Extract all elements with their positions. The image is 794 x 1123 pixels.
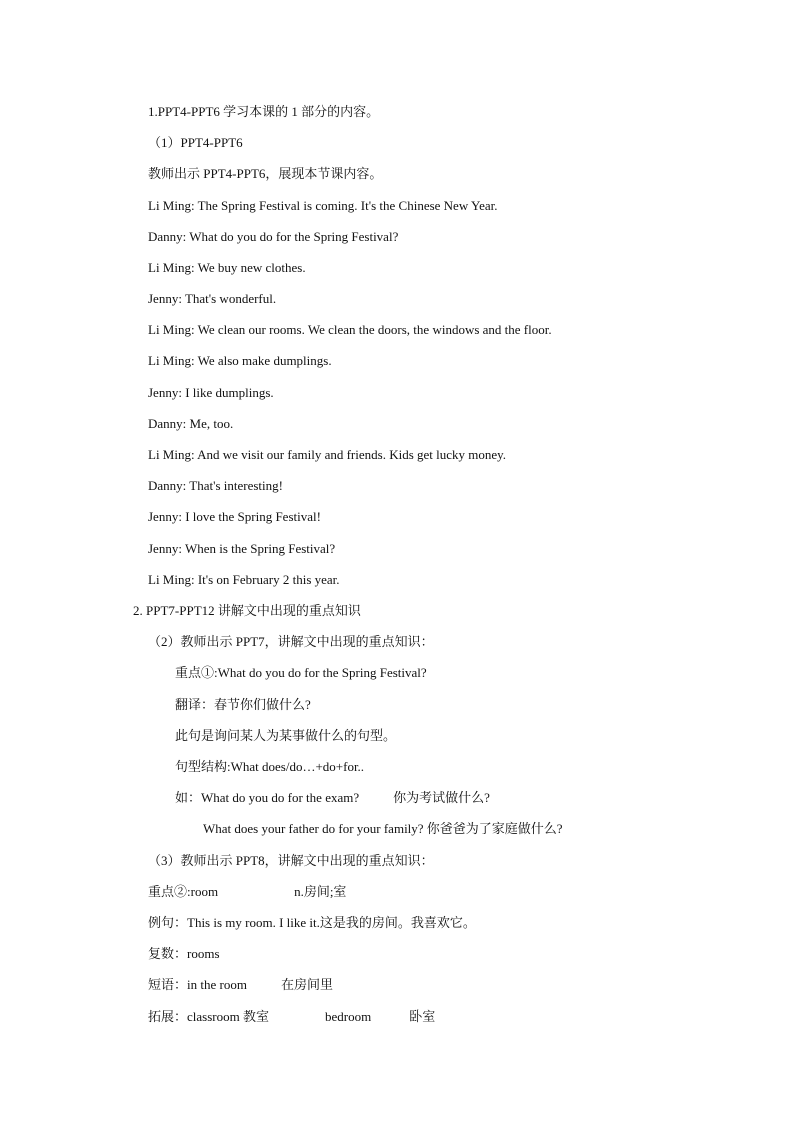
dialogue-line: Danny: Me, too. [148,416,234,431]
intro-text: 教师出示 PPT4-PPT6，展现本节课内容。 [148,166,383,181]
key-point-2-label: 重点②:room [148,884,219,899]
dialogue-line: Danny: That's interesting! [148,478,283,493]
example-1 [175,790,490,806]
dialogue-line: Li Ming: We also make dumplings. [148,353,332,368]
phrase-chinese: 在房间里 [280,977,333,992]
sentence-structure: 句型结构:What does/do…+do+for.. [175,759,365,774]
explanation: 此句是询问某人为某事做什么的句型。 [175,728,397,743]
phrase [148,977,333,993]
extension-bedroom-chinese: 卧室 [409,1009,436,1024]
dialogue-line: Li Ming: It's on February 2 this year. [148,572,340,587]
key-point-2 [148,884,346,900]
key-point-1: 重点①:What do you do for the Spring Festival? [175,665,427,680]
dialogue-line: Li Ming: We clean our rooms. We clean the doors, the windows and the floor. [148,322,552,337]
example-2: What does your father do for your family? 你爸爸为了家庭做什么? [203,821,563,836]
dialogue-line: Li Ming: And we visit our family and friends. Kids get lucky money. [148,447,507,462]
subsection-3: （3）教师出示 PPT8，讲解文中出现的重点知识： [148,853,434,868]
dialogue-line: Li Ming: The Spring Festival is coming. It's the Chinese New Year. [148,198,498,213]
example-1-english: 如：What do you do for the exam? [175,790,360,805]
dialogue-line: Jenny: I like dumplings. [148,385,274,400]
subsection-1: （1）PPT4-PPT6 [148,135,243,150]
key-point-2-meaning: n.房间;室 [294,884,347,899]
dialogue-line: Jenny: When is the Spring Festival? [148,541,336,556]
dialogue-line: Li Ming: We buy new clothes. [148,260,306,275]
extension [148,1009,435,1025]
dialogue-line: Jenny: I love the Spring Festival! [148,509,321,524]
dialogue-line: Jenny: That's wonderful. [148,291,277,306]
phrase-english: 短语：in the room [148,977,247,992]
extension-bedroom-english: bedroom [324,1009,372,1024]
plural-form: 复数：rooms [148,946,220,961]
section-heading-2: 2. PPT7-PPT12 讲解文中出现的重点知识 [133,603,361,618]
example-1-chinese: 你为考试做什么? [393,790,490,805]
translation: 翻译：春节你们做什么? [175,697,311,712]
section-heading-1: 1.PPT4-PPT6 学习本课的 1 部分的内容。 [148,104,380,119]
extension-classroom: 拓展：classroom 教室 [148,1009,269,1024]
dialogue-line: Danny: What do you do for the Spring Festival? [148,229,399,244]
subsection-2: （2）教师出示 PPT7，讲解文中出现的重点知识： [148,634,434,649]
example-sentence: 例句：This is my room. I like it.这是我的房间。我喜欢它。 [148,915,476,930]
